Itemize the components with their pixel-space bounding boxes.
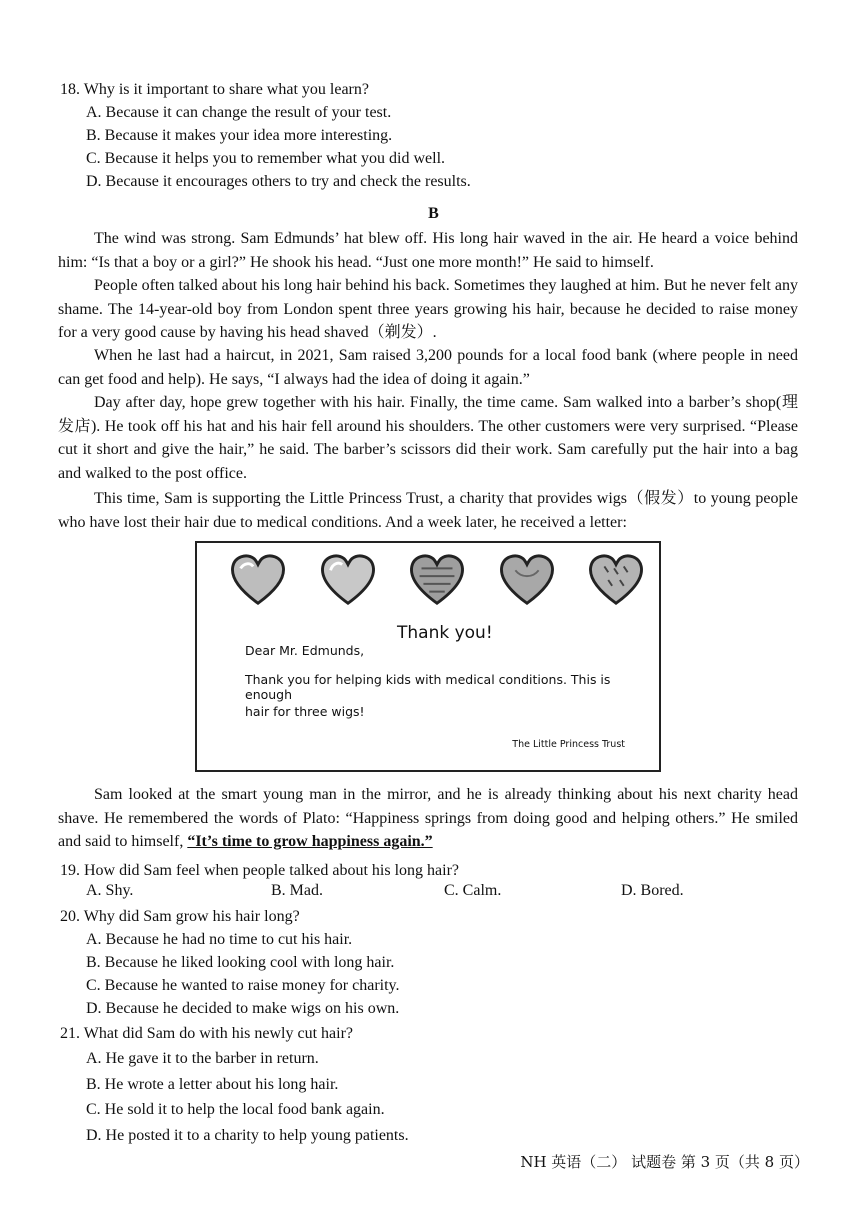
q21-option-c: C. He sold it to help the local food bank again. (86, 1101, 385, 1118)
letter-greeting: Dear Mr. Edmunds, (245, 643, 365, 658)
q21-option-a: A. He gave it to the barber in return. (86, 1050, 319, 1067)
heart-icon (496, 549, 558, 611)
heart-icon (585, 549, 647, 611)
hearts-row (227, 549, 647, 615)
q20-option-d: D. Because he decided to make wigs on his own. (86, 1000, 400, 1017)
q21-option-d: D. He posted it to a charity to help young patients. (86, 1127, 409, 1144)
letter-signature: The Little Princess Trust (512, 739, 625, 750)
heart-icon (406, 549, 468, 611)
closing-emphasis: “It’s time to grow happiness again.” (187, 833, 433, 850)
letter-body-line-1: Thank you for helping kids with medical conditions. This is enough (245, 672, 611, 702)
q19-option-a: A. Shy. (86, 882, 134, 899)
q20-option-a: A. Because he had no time to cut his hair. (86, 931, 353, 948)
question-19: 19. How did Sam feel when people talked about his long hair? (60, 862, 460, 879)
q18-option-d: D. Because it encourages others to try and check the results. (86, 173, 471, 190)
page-footer: NH 英语（二） 试题卷 第 3 页（共 8 页） (520, 1153, 809, 1171)
question-20: 20. Why did Sam grow his hair long? (60, 908, 300, 925)
question-18: 18. Why is it important to share what you learn? (60, 81, 369, 98)
heart-icon (317, 549, 379, 611)
paragraph-1: The wind was strong. Sam Edmunds’ hat blew off. His long hair waved in the air. He heard a voice behind him: “Is that a boy or a girl?” He shook his head. “Just one more month!” He said to himself. (58, 230, 798, 271)
q21-option-b: B. He wrote a letter about his long hair. (86, 1076, 339, 1093)
letter-title: Thank you! (397, 623, 493, 643)
letter-body-line-2: hair for three wigs! (245, 704, 365, 719)
paragraph-6 (58, 783, 798, 854)
paragraph-2: People often talked about his long hair behind his back. Sometimes they laughed at him. But he never felt any shame. The 14-year-old boy from London spent three years growing his hair, because he decided to raise money for a very good cause by having his head shaved（剃发）. (58, 277, 798, 341)
section-heading: B (428, 205, 439, 222)
paragraph-4: Day after day, hope grew together with his hair. Finally, the time came. Sam walked into a barber’s shop(理发店). He took off his hat and his hair fell around his shoulders. The other customers were very surprised. “Please cut it short and give the hair,” he said. The barber’s scissors did their work. Sam carefully put the hair into a bag and walked to the post office. (58, 394, 798, 482)
closing-text: Sam looked at the smart young man in the mirror, and he is already thinking about his next charity head shave. He remembered the words of Plato: “Happiness springs from doing good and helping others.” He smiled and said to himself, (58, 786, 798, 850)
q19-option-d: D. Bored. (621, 882, 684, 899)
q18-option-a: A. Because it can change the result of your test. (86, 104, 392, 121)
q18-option-c: C. Because it helps you to remember what you did well. (86, 150, 446, 167)
q19-option-c: C. Calm. (444, 882, 502, 899)
q20-option-c: C. Because he wanted to raise money for charity. (86, 977, 400, 994)
q20-option-b: B. Because he liked looking cool with long hair. (86, 954, 395, 971)
q19-options (86, 882, 826, 905)
question-21: 21. What did Sam do with his newly cut hair? (60, 1025, 353, 1042)
paragraph-3: When he last had a haircut, in 2021, Sam raised 3,200 pounds for a local food bank (where people in need can get food and help). He says, “I always had the idea of doing it again.” (58, 347, 798, 388)
q19-option-b: B. Mad. (271, 882, 323, 899)
thank-you-letter (195, 541, 661, 772)
q18-option-b: B. Because it makes your idea more interesting. (86, 127, 393, 144)
heart-icon (227, 549, 289, 611)
paragraph-5: This time, Sam is supporting the Little Princess Trust, a charity that provides wigs（假发）to young people who have lost their hair due to medical conditions. And a week later, he received a letter: (58, 490, 798, 531)
